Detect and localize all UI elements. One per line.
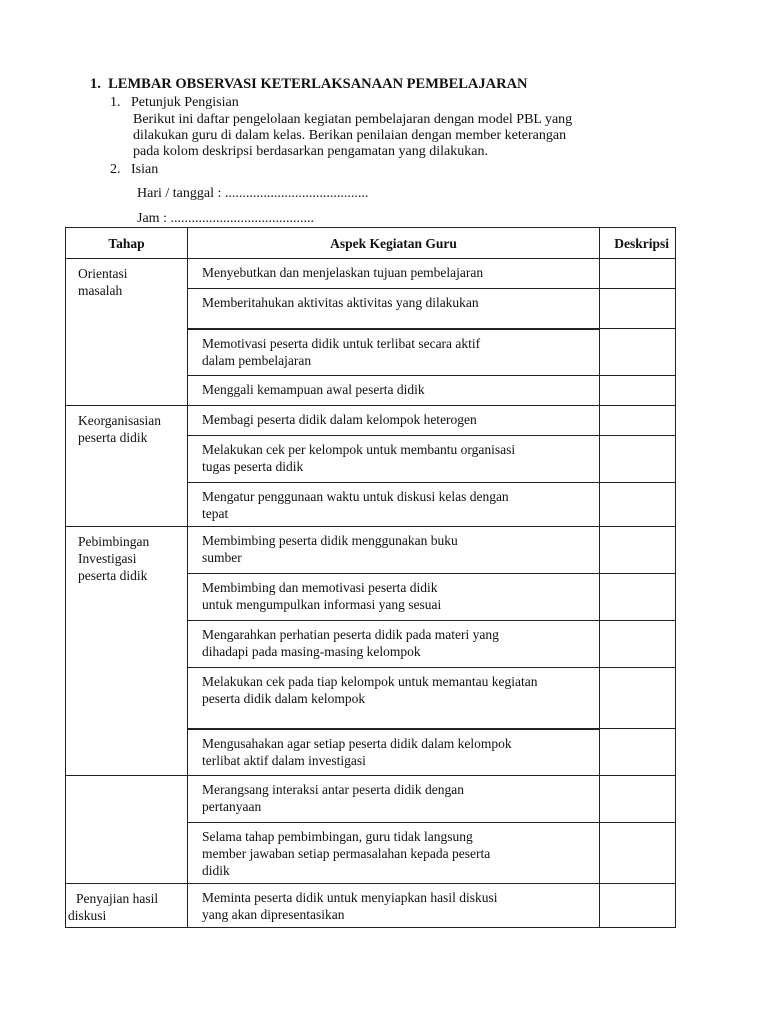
stage-penyajian-cell — [66, 884, 188, 928]
aspek-text-line: dihadapi pada masing-masing kelompok — [202, 644, 421, 659]
observation-table — [65, 227, 676, 928]
aspek-text-line: Meminta peserta didik untuk menyiapkan hasil diskusi — [202, 890, 498, 905]
deskripsi-cell[interactable] — [600, 289, 676, 329]
aspek-text-line: Mengusahakan agar setiap peserta didik dalam kelompok — [202, 735, 512, 751]
deskripsi-cell[interactable] — [600, 729, 676, 776]
hari-tanggal-field: Hari / tanggal : ......................................... — [137, 186, 369, 201]
aspek-cell — [188, 729, 600, 776]
tahap-label-line: diskusi — [68, 908, 107, 923]
title-text: LEMBAR OBSERVASI KETERLAKSANAAN PEMBELAJARAN — [108, 76, 528, 92]
stage-continued-cell — [66, 776, 188, 884]
tahap-label-line: Pebimbingan — [78, 534, 150, 549]
aspek-cell — [188, 823, 600, 884]
table-row — [66, 406, 676, 436]
tahap-label-line: masalah — [78, 283, 123, 298]
aspek-text-line: Selama tahap pembimbingan, guru tidak langsung — [202, 829, 473, 844]
aspek-text-line: Menyebutkan dan menjelaskan tujuan pembelajaran — [202, 265, 484, 280]
deskripsi-cell[interactable] — [600, 668, 676, 729]
aspek-cell — [188, 376, 600, 406]
stage-orientasi-cell — [66, 259, 188, 406]
aspek-cell — [188, 621, 600, 668]
item-1-number: 1. — [110, 95, 121, 110]
deskripsi-cell[interactable] — [600, 436, 676, 483]
aspek-text-line: Melakukan cek per kelompok untuk membantu organisasi — [202, 442, 516, 457]
header-aspek: Aspek Kegiatan Guru — [188, 228, 600, 259]
aspek-cell — [188, 776, 600, 823]
aspek-cell — [188, 574, 600, 621]
aspek-text-line: yang akan dipresentasikan — [202, 907, 345, 922]
title-number: 1. — [90, 76, 101, 92]
deskripsi-cell[interactable] — [600, 483, 676, 527]
aspek-cell — [188, 289, 600, 329]
deskripsi-cell[interactable] — [600, 823, 676, 884]
tahap-label-line: peserta didik — [78, 568, 148, 583]
aspek-cell — [188, 668, 600, 729]
aspek-cell — [188, 884, 600, 928]
paragraph-line: dilakukan guru di dalam kelas. Berikan penilaian dengan member keterangan — [133, 128, 567, 143]
table-row — [66, 884, 676, 928]
aspek-text-line: Menggali kemampuan awal peserta didik — [202, 382, 425, 397]
aspek-text-line: Memberitahukan aktivitas aktivitas yang dilakukan — [202, 295, 479, 310]
item-2-number: 2. — [110, 162, 121, 177]
table-header-row — [66, 228, 676, 259]
deskripsi-cell[interactable] — [600, 574, 676, 621]
aspek-cell — [188, 527, 600, 574]
deskripsi-cell[interactable] — [600, 621, 676, 668]
paragraph-line: pada kolom deskripsi berdasarkan pengamatan yang dilakukan. — [133, 144, 488, 159]
header-tahap: Tahap — [66, 228, 188, 259]
aspek-text-line: sumber — [202, 550, 242, 565]
tahap-label-line: peserta didik — [78, 430, 148, 445]
aspek-text-line: terlibat aktif dalam investigasi — [202, 752, 366, 768]
aspek-text-line: tugas peserta didik — [202, 459, 304, 474]
aspek-text-line: Mengatur penggunaan waktu untuk diskusi kelas dengan — [202, 489, 509, 504]
tahap-label-line: Keorganisasian — [78, 413, 161, 428]
aspek-text-line: Mengarahkan perhatian peserta didik pada materi yang — [202, 627, 499, 642]
stage-pembimbingan-cell — [66, 527, 188, 776]
aspek-text-line: Membagi peserta didik dalam kelompok heterogen — [202, 412, 477, 427]
aspek-text-line: Melakukan cek pada tiap kelompok untuk memantau kegiatan — [202, 674, 538, 689]
deskripsi-cell[interactable] — [600, 406, 676, 436]
aspek-text-line: pertanyaan — [202, 799, 262, 814]
aspek-cell — [188, 406, 600, 436]
document-title — [90, 76, 528, 93]
aspek-text-line: Membimbing dan memotivasi peserta didik — [202, 580, 438, 595]
aspek-text-line: tepat — [202, 506, 229, 521]
deskripsi-cell[interactable] — [600, 884, 676, 928]
aspek-text-line: untuk mengumpulkan informasi yang sesuai — [202, 597, 442, 612]
table-body — [66, 259, 676, 928]
deskripsi-cell[interactable] — [600, 527, 676, 574]
deskripsi-cell[interactable] — [600, 776, 676, 823]
stage-keorganisasian-cell — [66, 406, 188, 527]
instruction-item-1 — [110, 95, 239, 111]
aspek-text-line: Membimbing peserta didik menggunakan buku — [202, 533, 458, 548]
aspek-cell — [188, 259, 600, 289]
tahap-label-line: Penyajian hasil — [76, 891, 159, 906]
table-row — [66, 776, 676, 823]
table-row — [66, 259, 676, 289]
tahap-label-line: Investigasi — [78, 551, 137, 566]
aspek-text-line: Merangsang interaksi antar peserta didik dengan — [202, 782, 465, 797]
jam-field: Jam : ......................................... — [137, 211, 314, 226]
deskripsi-cell[interactable] — [600, 329, 676, 376]
deskripsi-cell[interactable] — [600, 376, 676, 406]
item-1-label: Petunjuk Pengisian — [131, 95, 239, 110]
aspek-cell — [188, 436, 600, 483]
aspek-text-line: Memotivasi peserta didik untuk terlibat secara aktif — [202, 335, 481, 351]
header-deskripsi: Deskripsi — [600, 228, 676, 259]
aspek-text-line: member jawaban setiap permasalahan kepada peserta — [202, 846, 491, 861]
aspek-text-line: dalam pembelajaran — [202, 352, 312, 368]
item-2-label: Isian — [131, 162, 159, 177]
instruction-paragraph — [133, 112, 572, 160]
table-row — [66, 527, 676, 574]
tahap-label-line: Orientasi — [78, 266, 128, 281]
paragraph-line: Berikut ini daftar pengelolaan kegiatan pembelajaran dengan model PBL yang — [133, 112, 573, 127]
aspek-text-line: peserta didik dalam kelompok — [202, 691, 366, 706]
aspek-cell — [188, 483, 600, 527]
aspek-cell — [188, 329, 600, 376]
aspek-text-line: didik — [202, 863, 230, 878]
instruction-item-2 — [110, 162, 158, 178]
deskripsi-cell[interactable] — [600, 259, 676, 289]
